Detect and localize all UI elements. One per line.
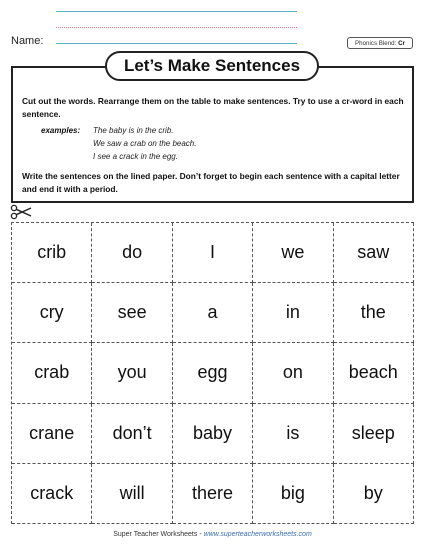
word-card[interactable]: cry [12, 283, 92, 343]
word-card[interactable]: I [173, 223, 253, 283]
handwriting-mid-line [56, 27, 297, 28]
word-card[interactable]: crib [12, 223, 92, 283]
word-card[interactable]: in [253, 283, 333, 343]
example-sentence: The baby is in the crib. [93, 126, 174, 135]
word-card[interactable]: sleep [334, 404, 414, 464]
name-label: Name: [11, 35, 44, 47]
examples-label: examples: [41, 126, 81, 135]
word-card[interactable]: do [92, 223, 172, 283]
badge-blend: Cr [398, 40, 405, 47]
word-card[interactable]: the [334, 283, 414, 343]
word-card[interactable]: is [253, 404, 333, 464]
example-sentence: We saw a crab on the beach. [93, 139, 197, 148]
word-card[interactable]: saw [334, 223, 414, 283]
word-card[interactable]: baby [173, 404, 253, 464]
footer-brand: Super Teacher Worksheets [113, 531, 198, 538]
word-card[interactable]: a [173, 283, 253, 343]
page-title: Let’s Make Sentences [105, 51, 319, 81]
word-card[interactable]: big [253, 464, 333, 524]
instructions-step-2: Write the sentences on the lined paper. Don’t forget to begin each sentence with a capital letter and end it with a period. [22, 171, 400, 194]
word-card[interactable]: crane [12, 404, 92, 464]
handwriting-top-line [56, 11, 297, 12]
word-card[interactable]: on [253, 343, 333, 403]
word-card[interactable]: beach [334, 343, 414, 403]
scissors-icon [10, 204, 32, 220]
word-card[interactable]: there [173, 464, 253, 524]
word-card[interactable]: crab [12, 343, 92, 403]
footer-url-link[interactable]: www.superteacherworksheets.com [203, 531, 312, 538]
word-card[interactable]: we [253, 223, 333, 283]
word-card[interactable]: crack [12, 464, 92, 524]
footer [0, 531, 425, 538]
footer-separator: - [197, 531, 204, 538]
instructions-step-1: Cut out the words. Rearrange them on the table to make sentences. Try to use a cr-word in each sentence. [22, 96, 404, 119]
word-card[interactable]: see [92, 283, 172, 343]
word-card[interactable]: you [92, 343, 172, 403]
word-card[interactable]: will [92, 464, 172, 524]
word-card[interactable]: egg [173, 343, 253, 403]
word-cards-grid [11, 222, 414, 524]
word-card[interactable]: by [334, 464, 414, 524]
badge-prefix: Phonics Blend: [355, 40, 397, 47]
phonics-blend-badge [347, 37, 413, 49]
example-sentence: I see a crack in the egg. [93, 152, 178, 161]
handwriting-base-line[interactable] [56, 43, 297, 44]
word-card[interactable]: don’t [92, 404, 172, 464]
